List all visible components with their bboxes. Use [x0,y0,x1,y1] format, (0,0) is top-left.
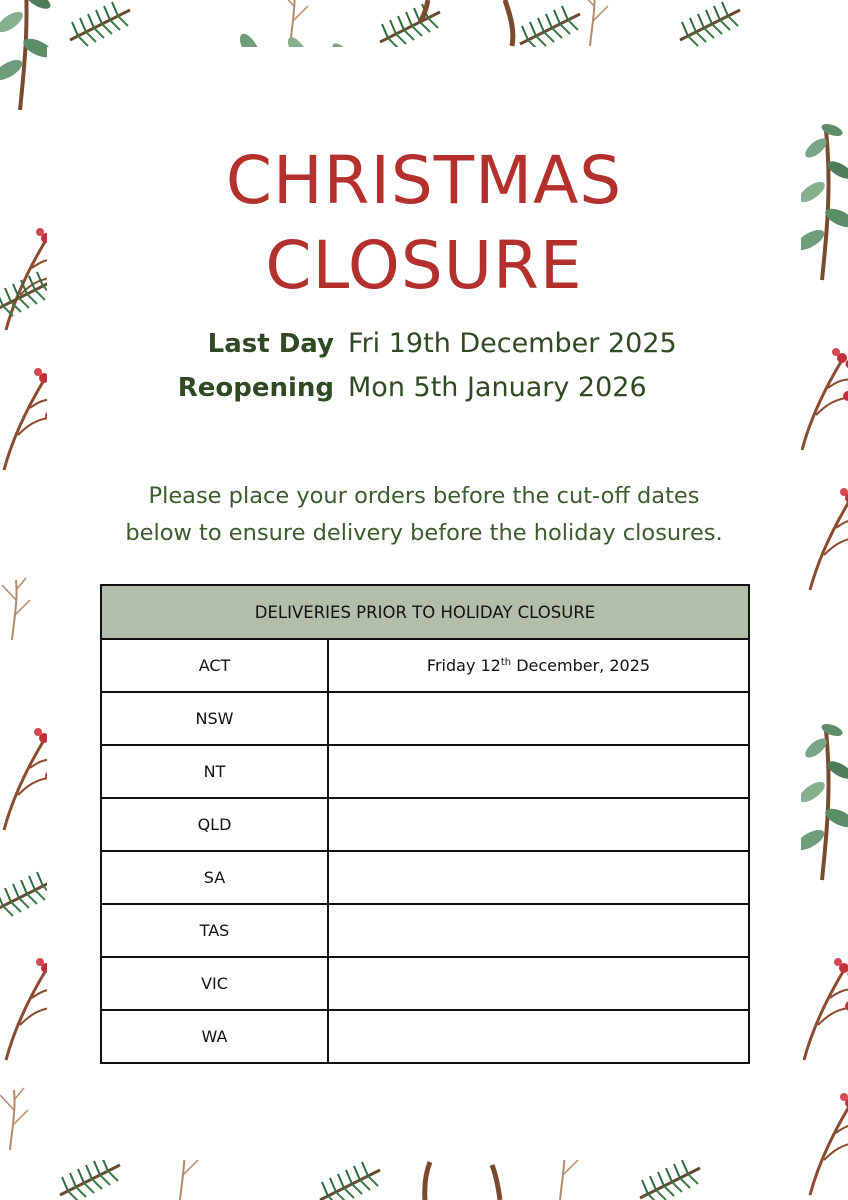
last-day-label: Last Day [207,329,334,359]
cutoff-date-cell [328,851,749,904]
table-row [101,851,749,904]
reopening-value: Mon 5th January 2026 [348,372,647,403]
reopening-label: Reopening [177,373,334,403]
cutoff-date-cell [328,798,749,851]
intro-text-line-2: below to ensure delivery before the holiday closures. [125,520,723,546]
state-cell: NSW [101,692,328,745]
state-cell: WA [101,1010,328,1063]
reopening-row [0,368,848,408]
cutoff-date-cell [328,1010,749,1063]
deliveries-table [100,584,750,1064]
page-title-line-2: CLOSURE [265,227,583,304]
last-day-row [0,324,848,364]
state-cell: QLD [101,798,328,851]
table-row [101,798,749,851]
state-cell: SA [101,851,328,904]
state-cell: VIC [101,957,328,1010]
cutoff-date-cell [328,904,749,957]
state-cell: TAS [101,904,328,957]
last-day-value: Fri 19th December 2025 [348,328,677,359]
table-row [101,904,749,957]
page-title-line-1: CHRISTMAS [225,142,623,219]
cutoff-date-cell [328,957,749,1010]
table-row [101,1010,749,1063]
table-header-row [101,585,749,639]
state-cell: NT [101,745,328,798]
table-row [101,639,749,692]
cutoff-date-cell [328,639,749,692]
date-suffix: December, 2025 [511,656,651,675]
table-row [101,957,749,1010]
date-prefix: Friday 12 [426,656,501,675]
date-ordinal: th [500,657,512,668]
table-header: DELIVERIES PRIOR TO HOLIDAY CLOSURE [101,585,749,639]
cutoff-date-cell [328,692,749,745]
state-cell: ACT [101,639,328,692]
intro-text-line-1: Please place your orders before the cut-off dates [148,483,700,509]
table-row [101,692,749,745]
cutoff-date-cell [328,745,749,798]
table-row [101,745,749,798]
